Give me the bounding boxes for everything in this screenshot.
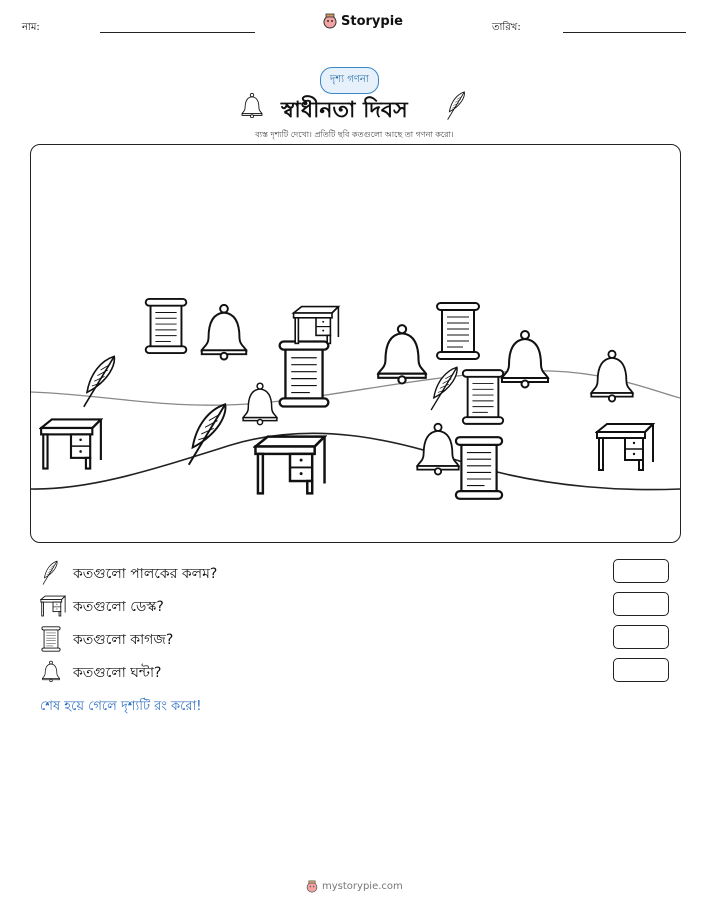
instruction: ব্যস্ত দৃশ্যটি দেখো। প্রতিটি ছবি কতগুলো আছে তা গণনা করো। — [255, 130, 454, 139]
footer-site[interactable]: mystorypie.com — [322, 881, 403, 892]
scene-desk — [289, 305, 343, 345]
scene-bell — [585, 345, 639, 405]
scene-quill — [427, 362, 461, 416]
question-text: কতগুলো ডেস্ক? — [73, 599, 164, 615]
scene-desk — [39, 417, 103, 471]
scene-desk — [595, 421, 655, 473]
scene-bell — [411, 418, 465, 478]
question-text: কতগুলো ঘন্টা? — [73, 665, 162, 681]
scroll-icon — [40, 626, 62, 652]
answer-box-bells[interactable] — [613, 658, 669, 682]
brand-logo — [323, 13, 403, 29]
scene-quill — [79, 353, 119, 411]
quill-icon — [40, 560, 60, 586]
storypie-mascot-icon — [323, 13, 337, 29]
scene-scroll — [433, 300, 483, 362]
storypie-mascot-icon — [306, 880, 318, 893]
answer-box-scrolls[interactable] — [613, 625, 669, 649]
date-label: তারিখ: — [492, 22, 521, 33]
page-title: স্বাধীনতা দিবস — [281, 98, 408, 123]
activity-badge: দৃশ্য গণনা — [320, 67, 379, 94]
date-line[interactable] — [563, 32, 686, 33]
closing-note: শেষ হয়ে গেলে দৃশ্যটি রং করো! — [40, 699, 202, 714]
scene-scroll — [141, 297, 191, 355]
scene-bell — [238, 379, 282, 427]
bell-icon — [40, 659, 62, 683]
counting-scene — [30, 144, 681, 543]
title-bell-icon — [239, 92, 265, 118]
title-quill-icon — [445, 90, 467, 122]
desk-icon — [40, 595, 66, 617]
scene-bell — [195, 300, 253, 362]
scene-bell — [495, 325, 555, 391]
scene-quill — [183, 401, 231, 469]
question-text: কতগুলো পালকের কলম? — [73, 566, 218, 582]
scene-scroll — [275, 338, 333, 410]
name-line[interactable] — [100, 32, 255, 33]
scene-bell — [371, 320, 433, 386]
answer-box-quills[interactable] — [613, 559, 669, 583]
question-text: কতগুলো কাগজ? — [73, 632, 174, 648]
answer-box-desks[interactable] — [613, 592, 669, 616]
footer-brand — [306, 880, 403, 893]
brand-name: Storypie — [341, 13, 403, 29]
scene-desk — [253, 434, 327, 496]
name-label: নাম: — [22, 22, 40, 33]
